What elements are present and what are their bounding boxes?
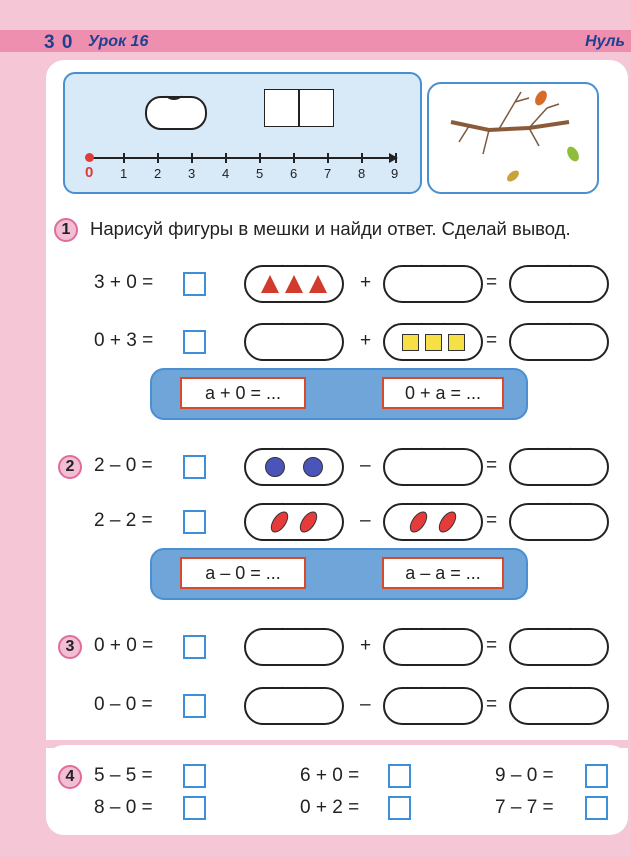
nl-label-5: 5 <box>256 166 264 181</box>
plus-sign: + <box>360 635 372 656</box>
empty-sack[interactable] <box>244 316 344 361</box>
task-number: 3 <box>58 635 82 659</box>
equation-text: 0 + 3 = <box>94 330 154 351</box>
empty-sack-icon <box>145 96 207 130</box>
sack-with-triangles <box>244 258 344 303</box>
task-number: 1 <box>54 218 78 242</box>
page-number: 3 0 <box>44 32 74 53</box>
equation-text: 0 + 2 = <box>300 797 360 818</box>
equals-sign: = <box>486 510 498 531</box>
dot-icon <box>265 457 285 477</box>
equation-text: 0 – 0 = <box>94 694 153 715</box>
equation-text: 5 – 5 = <box>94 765 153 786</box>
rule-right: 0 + a = ... <box>382 377 504 409</box>
answer-box[interactable] <box>183 455 206 479</box>
nl-label-2: 2 <box>154 166 162 181</box>
rule-box <box>150 368 528 420</box>
empty-sack[interactable] <box>383 441 483 486</box>
equals-sign: = <box>486 272 498 293</box>
branch-picture <box>427 82 599 194</box>
equation-text: 0 + 0 = <box>94 635 154 656</box>
minus-sign: – <box>360 694 371 715</box>
equation-text: 9 – 0 = <box>495 765 554 786</box>
square-icon <box>402 334 419 351</box>
triangle-icon <box>309 275 327 293</box>
answer-box[interactable] <box>183 764 206 788</box>
rule-left: a – 0 = ... <box>180 557 306 589</box>
intro-box <box>63 72 422 194</box>
page-sheet-bottom <box>46 745 628 835</box>
square-icon <box>448 334 465 351</box>
answer-box[interactable] <box>183 796 206 820</box>
empty-sack[interactable] <box>244 680 344 725</box>
nl-label-8: 8 <box>358 166 366 181</box>
sack-with-leaves <box>383 496 483 541</box>
empty-sack[interactable] <box>509 441 609 486</box>
sack-with-squares <box>383 316 483 361</box>
topic-title: Нуль <box>585 33 625 50</box>
plus-sign: + <box>360 272 372 293</box>
nl-label-0: 0 <box>85 164 94 181</box>
answer-box[interactable] <box>388 764 411 788</box>
empty-sack[interactable] <box>509 621 609 666</box>
nl-label-1: 1 <box>120 166 128 181</box>
rule-left: a + 0 = ... <box>180 377 306 409</box>
nl-label-4: 4 <box>222 166 230 181</box>
arrow-right-icon <box>389 153 398 163</box>
equals-sign: = <box>486 635 498 656</box>
equation-text: 6 + 0 = <box>300 765 360 786</box>
answer-box[interactable] <box>183 330 206 354</box>
nl-label-3: 3 <box>188 166 196 181</box>
answer-box[interactable] <box>183 272 206 296</box>
empty-sack[interactable] <box>509 680 609 725</box>
task-number: 4 <box>58 765 82 789</box>
plus-sign: + <box>360 330 372 351</box>
oval-icon <box>406 508 430 535</box>
sack-with-dots <box>244 441 344 486</box>
nl-label-7: 7 <box>324 166 332 181</box>
equation-text: 2 – 0 = <box>94 455 153 476</box>
two-cell-box <box>264 89 334 127</box>
task-number: 2 <box>58 455 82 479</box>
lesson-title: Урок 16 <box>88 33 149 50</box>
empty-sack[interactable] <box>383 621 483 666</box>
bare-branch-icon <box>429 84 597 192</box>
empty-sack[interactable] <box>383 680 483 725</box>
page-header <box>0 30 631 52</box>
answer-box[interactable] <box>388 796 411 820</box>
triangle-icon <box>261 275 279 293</box>
equals-sign: = <box>486 330 498 351</box>
square-icon <box>425 334 442 351</box>
oval-icon <box>267 508 291 535</box>
equation-text: 8 – 0 = <box>94 797 153 818</box>
answer-box[interactable] <box>183 635 206 659</box>
origin-dot-icon <box>85 153 94 162</box>
triangle-icon <box>285 275 303 293</box>
empty-sack[interactable] <box>383 258 483 303</box>
sack-tie-icon <box>166 90 182 100</box>
oval-icon <box>435 508 459 535</box>
rule-box <box>150 548 528 600</box>
empty-sack[interactable] <box>509 258 609 303</box>
answer-box[interactable] <box>585 764 608 788</box>
minus-sign: – <box>360 455 371 476</box>
equation-text: 3 + 0 = <box>94 272 154 293</box>
number-line <box>85 148 399 184</box>
answer-box[interactable] <box>183 694 206 718</box>
equals-sign: = <box>486 455 498 476</box>
empty-sack[interactable] <box>244 621 344 666</box>
nl-label-9: 9 <box>391 166 399 181</box>
rule-right: a – a = ... <box>382 557 504 589</box>
equation-text: 2 – 2 = <box>94 510 153 531</box>
minus-sign: – <box>360 510 371 531</box>
equation-text: 7 – 7 = <box>495 797 554 818</box>
empty-sack[interactable] <box>509 496 609 541</box>
answer-box[interactable] <box>183 510 206 534</box>
answer-box[interactable] <box>585 796 608 820</box>
sack-with-leaves <box>244 496 344 541</box>
empty-sack[interactable] <box>509 316 609 361</box>
nl-label-6: 6 <box>290 166 298 181</box>
task-instruction: Нарисуй фигуры в мешки и найди ответ. Сделай вывод. <box>90 218 571 239</box>
equals-sign: = <box>486 694 498 715</box>
dot-icon <box>303 457 323 477</box>
oval-icon <box>296 508 320 535</box>
